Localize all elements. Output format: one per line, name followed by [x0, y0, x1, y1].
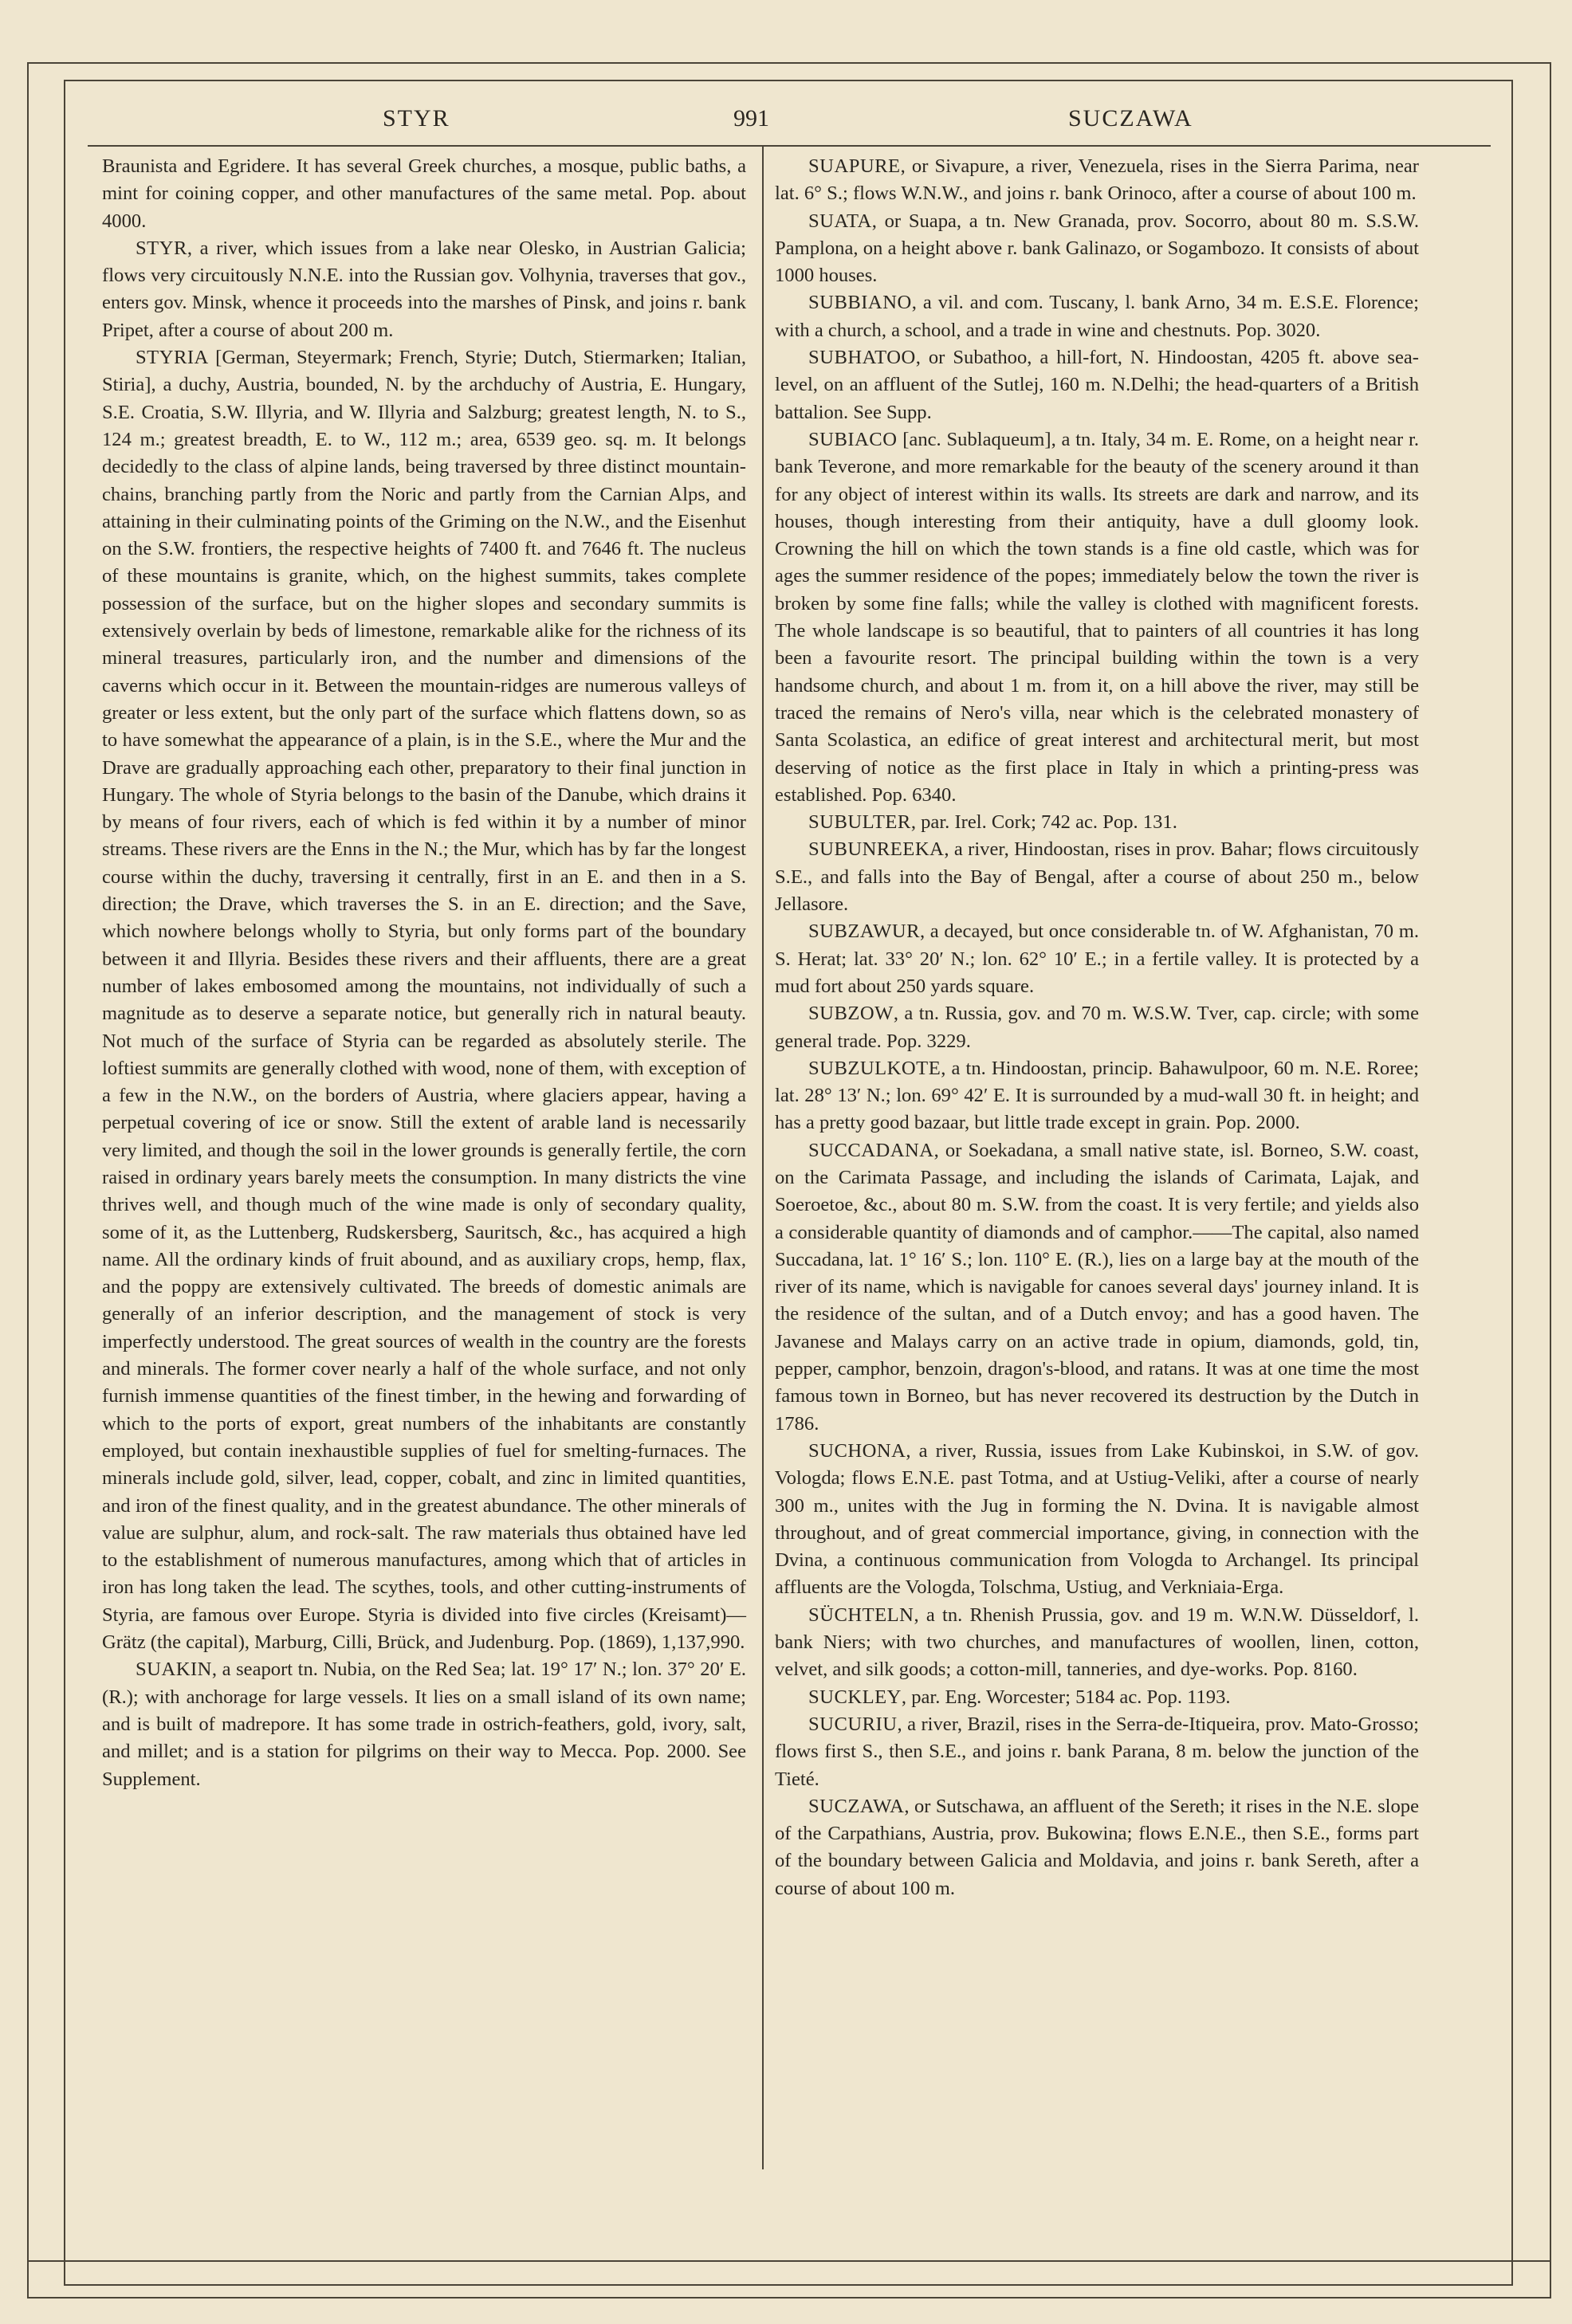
dictionary-entry — [775, 289, 1419, 344]
entry-headword: STYR — [136, 237, 187, 259]
entry-text: , a river, Brazil, rises in the Serra-de-Itiqueira, prov. Mato-Grosso; flows first S., then S.E., and joins r. bank Parana, 8 m. below the junction of the Tieté. — [775, 1713, 1419, 1790]
entry-text: Braunista and Egridere. It has several Greek churches, a mosque, public baths, a mint for coining copper, and other manufactures of the same metal. Pop. about 4000. — [102, 155, 746, 232]
entry-text: , or Soekadana, a small native state, isl. Borneo, S.W. coast, on the Carimata Passage, and including the islands of Carimata, Lajak, and Soeroetoe, &c., about 80 m. S.W. from the coast. It is very fertile; and yields also a considerable quantity of diamonds and of camphor.——The capital, also named Succadana, lat. 1° 16′ S.; lon. 110° E. (R.), lies on a large bay at the mouth of the river of its name, which is navigable for canoes several days' journey inland. It is the residence of the sultan, and of a Dutch envoy; and has a good haven. The Javanese and Malays carry on an active trade in opium, diamonds, gold, tin, pepper, camphor, benzoin, dragon's-blood, and ratans. It was at one time the most famous town in Borneo, but has never recovered its destruction by the Dutch in 1786. — [775, 1139, 1419, 1435]
entry-text: , a tn. Hindoostan, princip. Bahawulpoor, 60 m. N.E. Roree; lat. 28° 13′ N.; lon. 69° 42′ E. It is surrounded by a mud-wall 30 ft. in height; and has a pretty good bazaar, but little trade except in grain. Pop. 2000. — [775, 1057, 1419, 1134]
dictionary-entry — [775, 836, 1419, 918]
entry-headword: SUCCADANA — [808, 1139, 934, 1161]
dictionary-entry — [775, 1438, 1419, 1602]
entry-headword: SUBZULKOTE — [808, 1057, 941, 1079]
dictionary-entry — [102, 344, 746, 1656]
entry-text: , a river, Hindoostan, rises in prov. Bahar; flows circuitously S.E., and falls into the Bay of Bengal, after a course of about 250 m., below Jellasore. — [775, 838, 1419, 916]
dictionary-entry — [775, 1137, 1419, 1438]
entry-text: , a river, Russia, issues from Lake Kubinskoi, in S.W. of gov. Vologda; flows E.N.E. past Totma, and at Ustiug-Veliki, after a course of nearly 300 m., unites with the Jug in forming the N. Dvina. It is navigable almost throughout, and of great commercial importance, giving, in connection with the Dvina, a continuous communication from Vologda to Archangel. Its principal affluents are the Vologda, Tolschma, Ustiug, and Verkniaia-Erga. — [775, 1439, 1419, 1599]
entry-text: , or Suapa, a tn. New Granada, prov. Socorro, about 80 m. S.S.W. Pamplona, on a height above r. bank Galinazo, or Sogambozo. It consists of about 1000 houses. — [775, 210, 1419, 287]
entry-headword: STYRIA — [136, 347, 209, 369]
entry-headword: SUBZAWUR — [808, 921, 921, 943]
entry-headword: SÜCHTELN — [808, 1604, 914, 1626]
entry-headword: SUCHONA — [808, 1439, 906, 1462]
dictionary-entry — [775, 1602, 1419, 1684]
dictionary-entry — [775, 918, 1419, 1000]
entry-text: , par. Irel. Cork; 742 ac. Pop. 131. — [910, 811, 1177, 834]
right-column — [775, 153, 1419, 1902]
entry-text: , or Subathoo, a hill-fort, N. Hindoostan, 4205 ft. above sea-level, on an affluent of the Sutlej, 160 m. N.Delhi; the head-quarters of a British battalion. See Supp. — [775, 347, 1419, 423]
header-left-word: STYR — [383, 105, 450, 132]
dictionary-entry — [775, 153, 1419, 208]
entry-headword: SUBULTER — [808, 811, 911, 834]
dictionary-entry — [775, 208, 1419, 290]
entry-headword: SUBBIANO — [808, 292, 912, 314]
running-header — [96, 105, 1483, 140]
entry-text: , or Sivapure, a river, Venezuela, rises in the Sierra Parima, near lat. 6° S.; flows W.N.W., and joins r. bank Orinoco, after a course of about 100 m. — [775, 155, 1419, 205]
entry-text: , a river, which issues from a lake near Olesko, in Austrian Galicia; flows very circuitously N.N.E. into the Russian gov. Volhynia, traverses that gov., enters gov. Minsk, whence it proceeds into the marshes of Pinsk, and joins r. bank Pripet, after a course of about 200 m. — [102, 237, 746, 341]
dictionary-entry — [775, 1793, 1419, 1902]
dictionary-entry — [775, 1055, 1419, 1137]
entry-text: , a tn. Russia, gov. and 70 m. W.S.W. Tver, cap. circle; with some general trade. Pop. 3229. — [775, 1003, 1419, 1052]
entry-headword: SUCKLEY — [808, 1686, 902, 1708]
dictionary-entry — [102, 1656, 746, 1792]
entry-headword: SUBIACO — [808, 428, 898, 450]
entry-text: , a decayed, but once considerable tn. of W. Afghanistan, 70 m. S. Herat; lat. 33° 20′ N.; lon. 62° 10′ E.; in a fertile valley. It is protected by a mud fort about 250 yards square. — [775, 921, 1419, 997]
entry-headword: SUAKIN — [136, 1659, 212, 1681]
entry-text: , a tn. Rhenish Prussia, gov. and 19 m. W.N.W. Düsseldorf, l. bank Niers; with two churches, and manufactures of woollen, linen, cotton, velvet, and silk goods; a cotton-mill, tanneries, and dye-works. Pop. 8160. — [775, 1604, 1419, 1681]
column-divider — [762, 145, 764, 2169]
page-number: 991 — [733, 105, 769, 132]
entry-text: , a seaport tn. Nubia, on the Red Sea; lat. 19° 17′ N.; lon. 37° 20′ E. (R.); with anchorage for large vessels. It lies on a small island of its own name; and is built of madrepore. It has some trade in ostrich-feathers, gold, ivory, salt, and millet; and is a station for pilgrims on their way to Mecca. Pop. 2000. See Supplement. — [102, 1659, 746, 1790]
dictionary-entry — [775, 1000, 1419, 1055]
entry-headword: SUCURIU — [808, 1713, 898, 1735]
dictionary-entry — [102, 235, 746, 344]
left-column — [102, 153, 746, 1793]
dictionary-entry — [775, 1711, 1419, 1793]
header-right-word: SUCZAWA — [1068, 105, 1193, 132]
header-rule — [88, 145, 1491, 147]
entry-text: [German, Steyermark; French, Styrie; Dutch, Stiermarken; Italian, Stiria], a duchy, Austria, bounded, N. by the archduchy of Austria, E. Hungary, S.E. Croatia, S.W. Illyria, and W. Illyria and Salzburg; greatest length, N. to S., 124 m.; greatest breadth, E. to W., 112 m.; area, 6539 geo. sq. m. It belongs decidedly to the class of alpine lands, being traversed by three distinct mountain-chains, branching partly from the Noric and partly from the Carnian Alps, and attaining in their culminating points of the Griming on the N.W., and the Eisenhut on the S.W. frontiers, the respective heights of 7400 ft. and 7646 ft. The nucleus of these mountains is granite, which, on the highest summits, takes complete possession of the surface, but on the higher slopes and secondary summits is extensively overlain by beds of limestone, remarkable alike for the richness of its mineral treasures, particularly iron, and the number and dimensions of the caverns which occur in it. Between the mountain-ridges are numerous valleys of greater or less extent, but the only part of the surface which flattens down, so as to have somewhat the appearance of a plain, is in the S.E., where the Mur and the Drave are gradually approaching each other, preparatory to their final junction in Hungary. The whole of Styria belongs to the basin of the Danube, which drains it by means of four rivers, each of which is fed within it by a number of minor streams. These rivers are the Enns in the N.; the Mur, which has by far the longest course within the duchy, traversing it centrally, first in an E. and then in a S. direction; the Drave, which traverses the S. in an E. direction; and the Save, which nowhere belongs wholly to Styria, but only forms part of the boundary between it and Illyria. Besides these rivers and their affluents, there are a great number of lakes embosomed among the mountains, not individually of such a magnitude as to deserve a separate notice, but generally rich in natural beauty. Not much of the surface of Styria can be regarded as absolutely sterile. The loftiest summits are generally clothed with wood, none of them, with exception of a few in the N.W., on the borders of Austria, where glaciers appear, having a perpetual covering of ice or snow. Still the extent of arable land is necessarily very limited, and though the soil in the lower grounds is generally fertile, the corn raised in ordinary years barely meets the consumption. In many districts the vine thrives well, and though much of the wine made is only of secondary quality, some of it, as the Luttenberg, Rudskersberg, Sauritsch, &c., has acquired a high name. All the ordinary kinds of fruit abound, and as auxiliary crops, hemp, flax, and the poppy are extensively cultivated. The breeds of domestic animals are generally of an inferior description, and the management of stock is very imperfectly understood. The great sources of wealth in the country are the forests and minerals. The former cover nearly a half of the whole surface, and not only furnish immense quantities of the finest timber, in the hewing and forwarding of which to the ports of export, great numbers of the inhabitants are constantly employed, but contain inexhaustible supplies of fuel for smelting-furnaces. The minerals include gold, silver, lead, copper, cobalt, and zinc in limited quantities, and iron of the finest quality, and in the greatest abundance. The other minerals of value are sulphur, alum, and rock-salt. The raw materials thus obtained have led to the establishment of numerous manufactures, among which that of articles in iron has long taken the lead. The scythes, tools, and other cutting-instruments of Styria, are famous over Europe. Styria is divided into five circles (Kreisamt)—Grätz (the capital), Marburg, Cilli, Brück, and Judenburg. Pop. (1869), 1,137,990. — [102, 347, 746, 1654]
entry-text: , or Sutschawa, an affluent of the Sereth; it rises in the N.E. slope of the Carpathians, Austria, prov. Bukowina; flows E.N.E., then S.E., forms part of the boundary between Galicia and Moldavia, and joins r. bank Sereth, after a course of about 100 m. — [775, 1795, 1419, 1899]
entry-headword: SUBHATOO — [808, 347, 916, 369]
bottom-rule — [27, 2260, 1551, 2262]
dictionary-entry — [775, 809, 1419, 836]
entry-headword: SUATA — [808, 210, 872, 232]
entry-text: , a vil. and com. Tuscany, l. bank Arno, 34 m. E.S.E. Florence; with a church, a school, and a trade in wine and chestnuts. Pop. 3020. — [775, 292, 1419, 341]
entry-headword: SUAPURE — [808, 155, 901, 177]
entry-headword: SUCZAWA — [808, 1795, 905, 1817]
entry-text: , par. Eng. Worcester; 5184 ac. Pop. 1193. — [901, 1686, 1231, 1708]
entry-text: [anc. Sublaqueum], a tn. Italy, 34 m. E. Rome, on a height near r. bank Teverone, and more remarkable for the beauty of the scenery around it than for any object of interest within its walls. Its streets are dark and narrow, and its houses, though interesting from their antiquity, have a dull gloomy look. Crowning the hill on which the town stands is a fine old castle, which was for ages the summer residence of the popes; immediately below the town the river is broken by some fine falls; while the valley is clothed with magnificent forests. The whole landscape is so beautiful, that to painters of all countries it has long been a favourite resort. The principal building within the town is a very handsome church, and about 1 m. from it, on a hill above the river, may still be traced the remains of Nero's villa, near which is the celebrated monastery of Santa Scolastica, an edifice of great interest and architectural merit, but most deserving of notice as the first place in Italy in which a printing-press was established. Pop. 6340. — [775, 428, 1419, 806]
dictionary-entry — [102, 153, 746, 235]
dictionary-entry — [775, 426, 1419, 809]
entry-headword: SUBZOW — [808, 1003, 894, 1025]
entry-headword: SUBUNREEKA — [808, 838, 945, 861]
dictionary-entry — [775, 1684, 1419, 1711]
dictionary-entry — [775, 344, 1419, 426]
